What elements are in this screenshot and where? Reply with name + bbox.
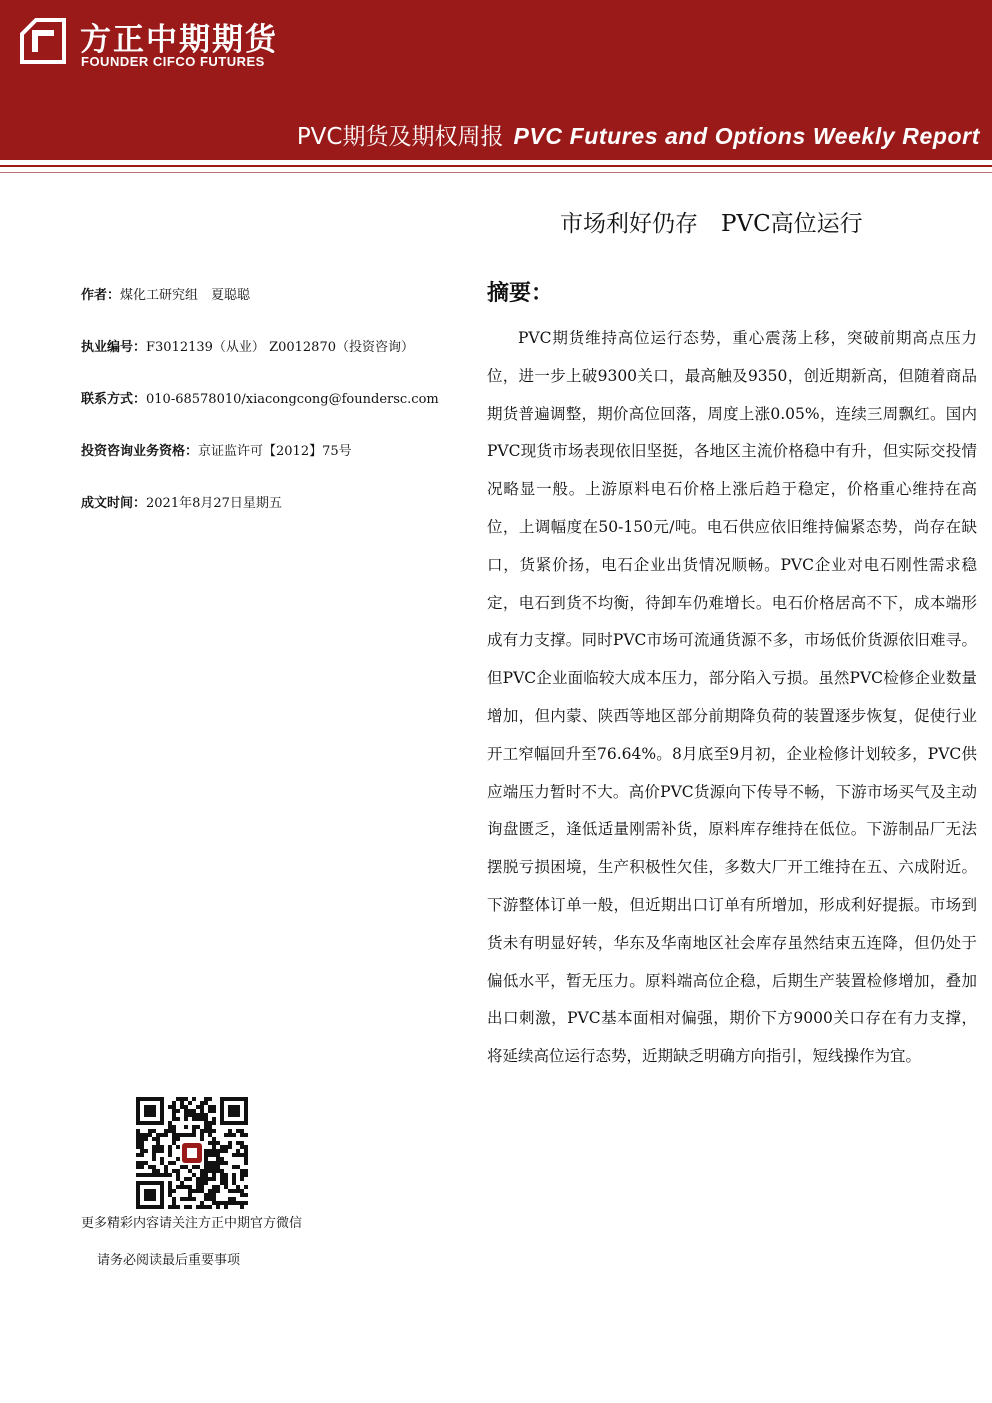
meta-label: 联系方式： bbox=[81, 392, 147, 407]
brand-name-cn: 方正中期期货 bbox=[80, 22, 278, 58]
qr-code-icon bbox=[136, 1097, 248, 1209]
meta-value: 煤化工研究组 夏聪聪 bbox=[120, 288, 251, 303]
meta-date bbox=[81, 492, 476, 544]
company-logo-icon bbox=[18, 16, 68, 66]
meta-qualification bbox=[81, 440, 476, 492]
brand-name-en: FOUNDER CIFCO FUTURES bbox=[81, 54, 265, 69]
disclaimer-note: 请务必阅读最后重要事项 bbox=[97, 1253, 241, 1268]
header-divider-thin bbox=[0, 172, 992, 173]
meta-author bbox=[81, 284, 476, 336]
meta-value: F3012139（从业） Z0012870（投资咨询） bbox=[146, 340, 414, 355]
meta-label: 成文时间： bbox=[81, 496, 147, 511]
brand-header bbox=[0, 0, 992, 160]
meta-contact bbox=[81, 388, 476, 440]
report-title bbox=[297, 118, 980, 151]
summary-heading: 摘要： bbox=[487, 280, 554, 306]
meta-license-number bbox=[81, 336, 476, 388]
author-info bbox=[81, 284, 476, 544]
header-divider bbox=[0, 165, 992, 167]
summary-body: PVC期货维持高位运行态势，重心震荡上移，突破前期高点压力位，进一步上破9300关口，最高触及9350，创近期新高，但随着商品期货普遍调整，期价高位回落，周度上涨0.05%，连续三周飘红。国内PVC现货市场表现依旧坚挺，各地区主流价格稳中有升，但实际交投情况略显一般。上游原料电石价格上涨后趋于稳定，价格重心维持在高位，上调幅度在50-150元/吨。电石供应依旧维持偏紧态势，尚存在缺口，货紧价扬，电石企业出货情况顺畅。PVC企业对电石刚性需求稳定，电石到货不均衡，待卸车仍难增长。电石价格居高不下，成本端形成有力支撑。同时PVC市场可流通货源不多，市场低价货源依旧难寻。但PVC企业面临较大成本压力，部分陷入亏损。虽然PVC检修企业数量增加，但内蒙、陕西等地区部分前期降负荷的装置逐步恢复，促使行业开工窄幅回升至76.64%。8月底至9月初，企业检修计划较多，PVC供应端压力暂时不大。高价PVC货源向下传导不畅，下游市场买气及主动询盘匮乏，逢低适量刚需补货，原料库存维持在低位。下游制品厂无法摆脱亏损困境，生产积极性欠佳，多数大厂开工维持在五、六成附近。下游整体订单一般，但近期出口订单有所增加，形成利好提振。市场到货未有明显好转，华东及华南地区社会库存虽然结束五连降，但仍处于偏低水平，暂无压力。原料端高位企稳，后期生产装置检修增加，叠加出口刺激，PVC基本面相对偏强，期价下方9000关口存在有力支撑，将延续高位运行态势，近期缺乏明确方向指引，短线操作为宜。 bbox=[487, 329, 977, 1066]
report-title-en: PVC Futures and Options Weekly Report bbox=[513, 123, 980, 149]
qr-caption: 更多精彩内容请关注方正中期官方微信 bbox=[81, 1216, 303, 1231]
meta-label: 执业编号： bbox=[81, 340, 147, 355]
report-title-cn: PVC期货及期权周报 bbox=[296, 124, 504, 150]
page-headline: 市场利好仍存 PVC高位运行 bbox=[560, 211, 863, 237]
meta-label: 投资咨询业务资格： bbox=[81, 444, 199, 459]
meta-value: 010-68578010/xiacongcong@foundersc.com bbox=[146, 392, 439, 407]
meta-value: 京证监许可【2012】75号 bbox=[198, 444, 352, 459]
meta-value: 2021年8月27日星期五 bbox=[146, 496, 282, 511]
meta-label: 作者： bbox=[81, 288, 121, 303]
